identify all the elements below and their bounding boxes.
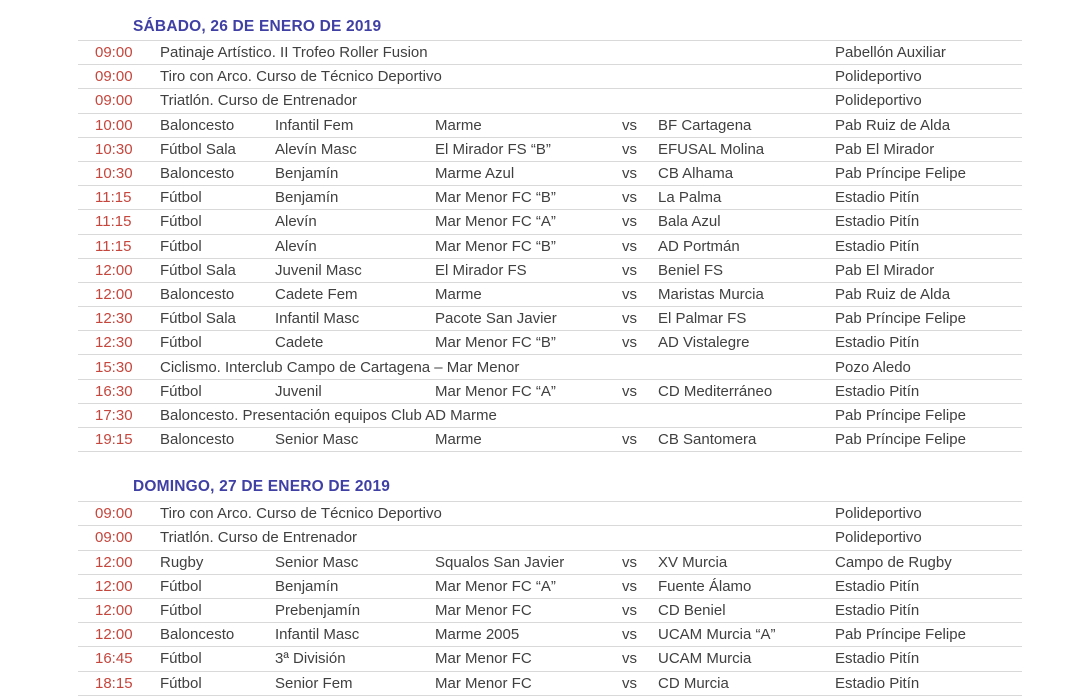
vs-cell: vs [622,285,637,303]
schedule-row [78,331,1022,355]
category-cell: Juvenil Masc [275,261,362,279]
event-description-cell: Tiro con Arco. Curso de Técnico Deportivo [160,505,442,523]
time-cell: 12:00 [95,285,133,303]
home-team-cell: Marme Azul [435,165,515,183]
vs-cell: vs [622,334,637,352]
venue-cell: Estadio Pitín [835,334,920,352]
event-description-cell: Tiro con Arco. Curso de Técnico Deportivo [160,68,442,86]
away-team-cell: Bala Azul [658,213,721,231]
home-team-cell: El Mirador FS “B” [435,140,551,158]
time-cell: 18:15 [95,674,133,692]
vs-cell: vs [622,382,637,400]
away-team-cell: UCAM Murcia [658,650,752,668]
day-rows-sunday [78,501,1022,696]
away-team-cell: CD Mediterráneo [658,382,773,400]
category-cell: Infantil Masc [275,310,360,328]
schedule-row [78,575,1022,599]
away-team-cell: BF Cartagena [658,116,752,134]
sport-cell: Fútbol [160,382,202,400]
vs-cell: vs [622,626,637,644]
schedule-row [78,623,1022,647]
venue-cell: Estadio Pitín [835,382,920,400]
home-team-cell: Mar Menor FC [435,674,532,692]
schedule-row [78,526,1022,550]
category-cell: Cadete Fem [275,285,358,303]
venue-cell: Estadio Pitín [835,237,920,255]
sport-cell: Fútbol Sala [160,310,236,328]
schedule-row [78,380,1022,404]
away-team-cell: Maristas Murcia [658,285,764,303]
venue-cell: Estadio Pitín [835,674,920,692]
sport-cell: Baloncesto [160,116,235,134]
schedule-row [78,404,1022,428]
away-team-cell: Beniel FS [658,261,724,279]
sport-cell: Baloncesto [160,165,235,183]
away-team-cell: UCAM Murcia “A” [658,626,776,644]
schedule-row [78,235,1022,259]
vs-cell: vs [622,431,637,449]
away-team-cell: EFUSAL Molina [658,140,765,158]
venue-cell: Polideportivo [835,68,922,86]
category-cell: Alevín [275,237,317,255]
away-team-cell: XV Murcia [658,553,728,571]
home-team-cell: Mar Menor FC “A” [435,382,556,400]
away-team-cell: CD Murcia [658,674,729,692]
venue-cell: Polideportivo [835,505,922,523]
time-cell: 10:00 [95,116,133,134]
away-team-cell: CB Santomera [658,431,757,449]
time-cell: 16:45 [95,650,133,668]
category-cell: Alevín [275,213,317,231]
home-team-cell: Mar Menor FC “B” [435,237,556,255]
venue-cell: Pozo Aledo [835,358,911,376]
schedule-row [78,551,1022,575]
away-team-cell: La Palma [658,189,722,207]
venue-cell: Polideportivo [835,92,922,110]
home-team-cell: Mar Menor FC “B” [435,189,556,207]
category-cell: Juvenil [275,382,322,400]
vs-cell: vs [622,310,637,328]
sport-cell: Baloncesto [160,626,235,644]
sport-cell: Baloncesto [160,285,235,303]
day-title-sunday: DOMINGO, 27 DE ENERO DE 2019 [133,478,391,496]
home-team-cell: Mar Menor FC [435,602,532,620]
schedule-row [78,210,1022,234]
venue-cell: Pab Ruiz de Alda [835,285,951,303]
category-cell: Senior Masc [275,431,359,449]
event-description-cell: Triatlón. Curso de Entrenador [160,529,358,547]
sport-cell: Fútbol [160,650,202,668]
home-team-cell: El Mirador FS [435,261,527,279]
sport-cell: Fútbol [160,334,202,352]
category-cell: Senior Fem [275,674,353,692]
home-team-cell: Mar Menor FC “A” [435,213,556,231]
venue-cell: Estadio Pitín [835,213,920,231]
time-cell: 12:30 [95,334,133,352]
vs-cell: vs [622,116,637,134]
category-cell: Prebenjamín [275,602,361,620]
time-cell: 12:00 [95,602,133,620]
schedule-row [78,138,1022,162]
home-team-cell: Squalos San Javier [435,553,565,571]
home-team-cell: Mar Menor FC “A” [435,577,556,595]
time-cell: 12:30 [95,310,133,328]
schedule-row [78,89,1022,113]
vs-cell: vs [622,577,637,595]
schedule-row [78,186,1022,210]
time-cell: 12:00 [95,553,133,571]
away-team-cell: Fuente Álamo [658,577,752,595]
schedule-row [78,672,1022,696]
day-section-saturday [78,17,1022,452]
time-cell: 10:30 [95,165,133,183]
sport-cell: Fútbol [160,237,202,255]
day-title-saturday: SÁBADO, 26 DE ENERO DE 2019 [133,18,382,35]
schedule-row [78,355,1022,379]
venue-cell: Pab Príncipe Felipe [835,626,966,644]
venue-cell: Estadio Pitín [835,189,920,207]
schedule-row [78,162,1022,186]
event-description-cell: Triatlón. Curso de Entrenador [160,92,358,110]
schedule-row [78,41,1022,65]
day-rows-saturday [78,40,1022,452]
venue-cell: Pab Príncipe Felipe [835,406,966,424]
vs-cell: vs [622,189,637,207]
home-team-cell: Pacote San Javier [435,310,557,328]
away-team-cell: AD Vistalegre [658,334,750,352]
home-team-cell: Marme [435,116,482,134]
sport-cell: Fútbol [160,577,202,595]
time-cell: 16:30 [95,382,133,400]
time-cell: 17:30 [95,406,133,424]
venue-cell: Estadio Pitín [835,650,920,668]
schedule-row [78,599,1022,623]
time-cell: 09:00 [95,44,133,62]
sport-cell: Fútbol Sala [160,261,236,279]
venue-cell: Pabellón Auxiliar [835,44,946,62]
sport-cell: Fútbol [160,189,202,207]
sport-cell: Baloncesto [160,431,235,449]
category-cell: Alevín Masc [275,140,357,158]
venue-cell: Estadio Pitín [835,577,920,595]
home-team-cell: Mar Menor FC [435,650,532,668]
home-team-cell: Mar Menor FC “B” [435,334,556,352]
sport-cell: Fútbol Sala [160,140,236,158]
category-cell: Infantil Masc [275,626,360,644]
home-team-cell: Marme [435,431,482,449]
category-cell: Cadete [275,334,324,352]
schedule-row [78,307,1022,331]
venue-cell: Pab El Mirador [835,140,935,158]
vs-cell: vs [622,237,637,255]
time-cell: 09:00 [95,529,133,547]
venue-cell: Campo de Rugby [835,553,952,571]
time-cell: 09:00 [95,505,133,523]
schedule-row [78,114,1022,138]
away-team-cell: CB Alhama [658,165,734,183]
schedule-row [78,65,1022,89]
venue-cell: Pab Ruiz de Alda [835,116,951,134]
time-cell: 10:30 [95,140,133,158]
category-cell: 3ª División [275,650,346,668]
home-team-cell: Marme [435,285,482,303]
vs-cell: vs [622,165,637,183]
time-cell: 12:00 [95,577,133,595]
schedule-row [78,428,1022,452]
venue-cell: Pab Príncipe Felipe [835,165,966,183]
vs-cell: vs [622,650,637,668]
schedule-content [78,0,1022,696]
venue-cell: Pab El Mirador [835,261,935,279]
time-cell: 19:15 [95,431,133,449]
category-cell: Infantil Fem [275,116,354,134]
time-cell: 12:00 [95,626,133,644]
vs-cell: vs [622,674,637,692]
away-team-cell: El Palmar FS [658,310,747,328]
home-team-cell: Marme 2005 [435,626,520,644]
sport-cell: Rugby [160,553,204,571]
vs-cell: vs [622,602,637,620]
event-description-cell: Ciclismo. Interclub Campo de Cartagena – Mar Menor [160,358,520,376]
schedule-row [78,502,1022,526]
vs-cell: vs [622,261,637,279]
time-cell: 11:15 [95,237,132,255]
vs-cell: vs [622,213,637,231]
time-cell: 12:00 [95,261,133,279]
time-cell: 09:00 [95,92,133,110]
away-team-cell: AD Portmán [658,237,740,255]
vs-cell: vs [622,140,637,158]
schedule-row [78,647,1022,671]
away-team-cell: CD Beniel [658,602,726,620]
sport-cell: Fútbol [160,213,202,231]
event-description-cell: Baloncesto. Presentación equipos Club AD Marme [160,406,497,424]
event-description-cell: Patinaje Artístico. II Trofeo Roller Fusion [160,44,428,62]
time-cell: 09:00 [95,68,133,86]
venue-cell: Estadio Pitín [835,602,920,620]
sport-cell: Fútbol [160,674,202,692]
day-section-sunday [78,477,1022,696]
time-cell: 15:30 [95,358,133,376]
category-cell: Benjamín [275,577,339,595]
category-cell: Benjamín [275,189,339,207]
category-cell: Senior Masc [275,553,359,571]
venue-cell: Pab Príncipe Felipe [835,310,966,328]
venue-cell: Pab Príncipe Felipe [835,431,966,449]
schedule-row [78,283,1022,307]
time-cell: 11:15 [95,189,132,207]
venue-cell: Polideportivo [835,529,922,547]
schedule-row [78,259,1022,283]
category-cell: Benjamín [275,165,339,183]
sport-cell: Fútbol [160,602,202,620]
vs-cell: vs [622,553,637,571]
time-cell: 11:15 [95,213,132,231]
